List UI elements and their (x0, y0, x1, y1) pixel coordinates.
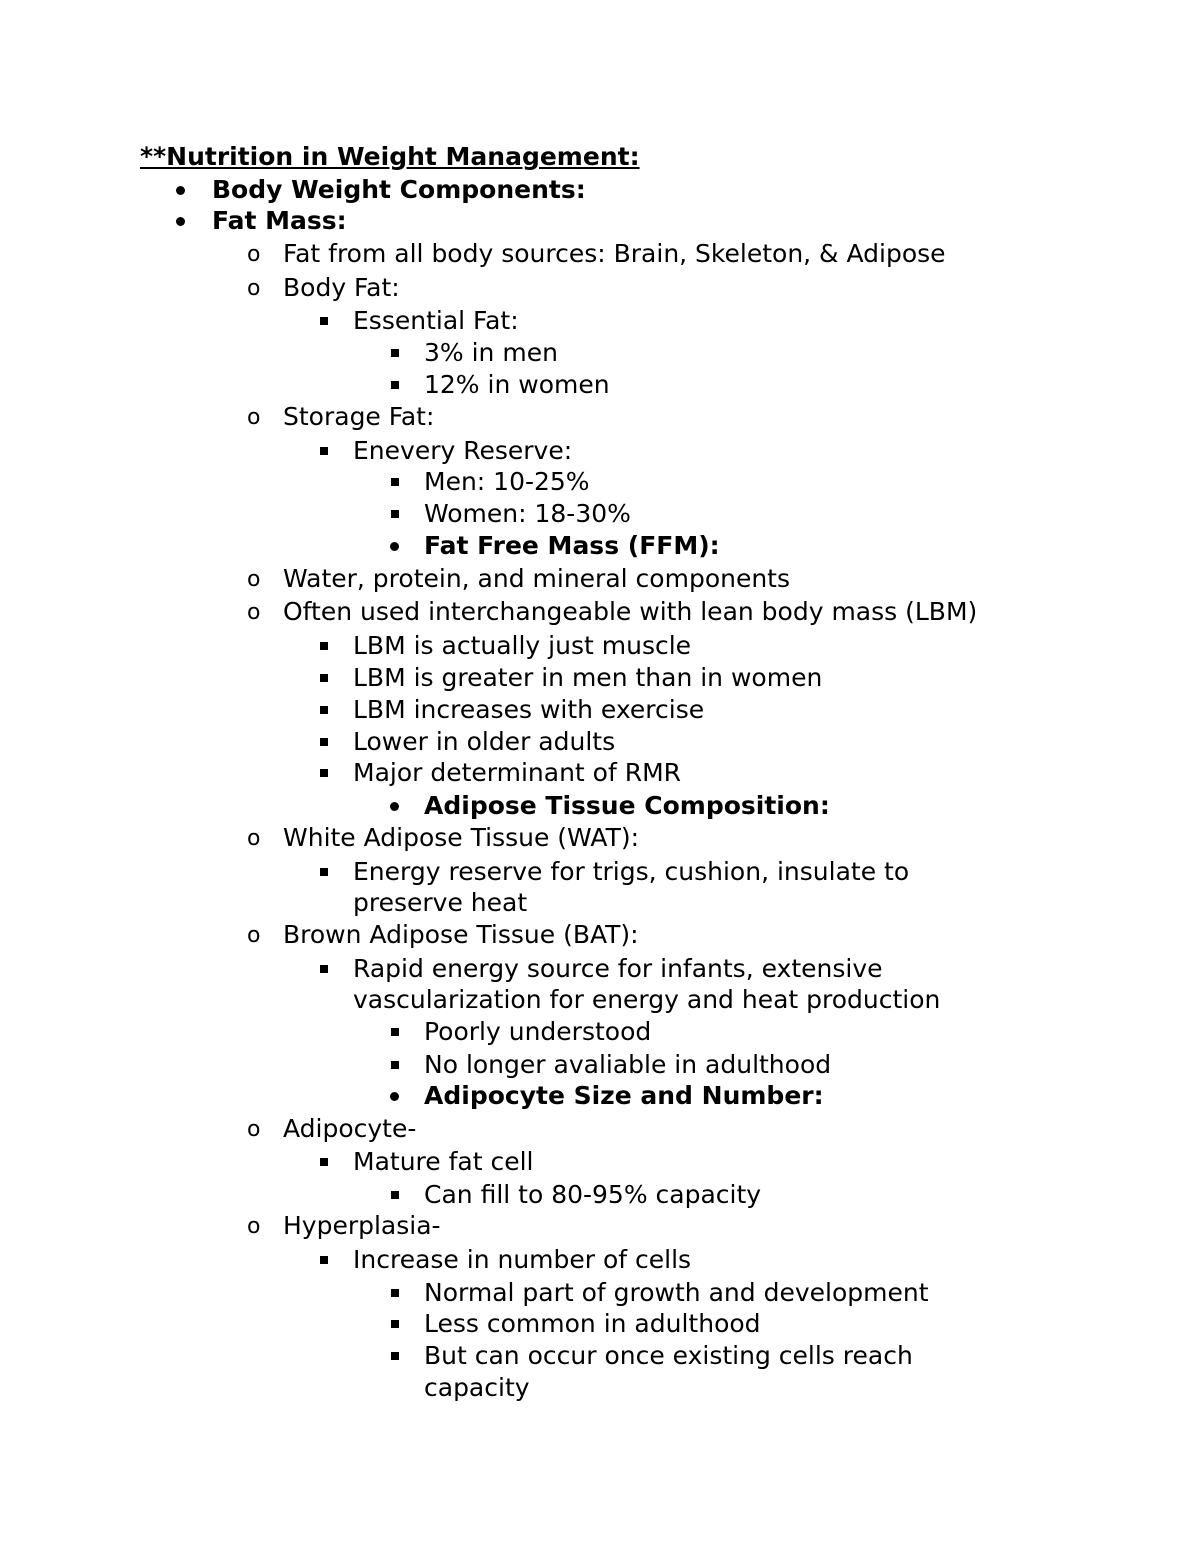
bullet-square-icon (320, 769, 328, 777)
bullet-dot-icon (176, 186, 185, 195)
bullet-dot-icon (390, 542, 399, 551)
list-item (0, 401, 1200, 433)
list-item (0, 1277, 1200, 1309)
bullet-square-icon (391, 1061, 399, 1069)
list-item (0, 369, 1200, 401)
list-item (0, 1179, 1200, 1211)
list-item (0, 305, 1200, 337)
list-item-continuation (0, 1372, 1200, 1404)
list-item (0, 1080, 1200, 1112)
list-item-text: Women: 18-30% (424, 499, 631, 528)
list-item (0, 694, 1200, 726)
bullet-circle-icon: o (247, 276, 261, 301)
list-item (0, 1113, 1200, 1145)
bullet-square-icon (320, 706, 328, 714)
bullet-square-icon (391, 1191, 399, 1199)
bullet-square-icon (320, 868, 328, 876)
list-item-text: Body Fat: (283, 273, 400, 302)
bullet-square-icon (391, 349, 399, 357)
bullet-square-icon (320, 674, 328, 682)
bullet-dot-icon (176, 217, 185, 226)
list-item (0, 953, 1200, 985)
list-item-text: Brown Adipose Tissue (BAT): (283, 920, 639, 949)
list-item-text: preserve heat (353, 888, 528, 917)
list-item (0, 1049, 1200, 1081)
bullet-square-icon (320, 1256, 328, 1264)
list-item (0, 238, 1200, 270)
list-item-text: No longer avaliable in adulthood (424, 1050, 832, 1079)
list-item (0, 466, 1200, 498)
bullet-square-icon (320, 738, 328, 746)
list-item-text: Increase in number of cells (353, 1245, 692, 1274)
list-item (0, 563, 1200, 595)
list-item (0, 1308, 1200, 1340)
list-item (0, 790, 1200, 822)
list-item (0, 435, 1200, 467)
bullet-square-icon (320, 642, 328, 650)
bullet-circle-icon: o (247, 826, 261, 851)
list-item-text: LBM increases with exercise (353, 695, 705, 724)
list-item (0, 662, 1200, 694)
list-item (0, 498, 1200, 530)
list-item (0, 856, 1200, 888)
bullet-circle-icon: o (247, 600, 261, 625)
bullet-square-icon (320, 317, 328, 325)
list-item (0, 919, 1200, 951)
document-title: **Nutrition in Weight Management: (140, 142, 640, 171)
list-item-text: Often used interchangeable with lean body mass (LBM) (283, 597, 978, 626)
list-item-text: LBM is greater in men than in women (353, 663, 823, 692)
list-item-text: Water, protein, and mineral components (283, 564, 791, 593)
heading-fat-mass: Fat Mass: (212, 206, 347, 235)
bullet-square-icon (391, 1352, 399, 1360)
list-item (0, 530, 1200, 562)
list-item-text: Major determinant of RMR (353, 758, 682, 787)
list-item-text: 12% in women (424, 370, 610, 399)
bullet-square-icon (391, 1320, 399, 1328)
list-item-text: White Adipose Tissue (WAT): (283, 823, 640, 852)
list-item (0, 337, 1200, 369)
bullet-dot-icon (390, 802, 399, 811)
list-item (0, 630, 1200, 662)
bullet-dot-icon (390, 1092, 399, 1101)
list-item (0, 726, 1200, 758)
list-item (0, 1146, 1200, 1178)
list-item-text: Mature fat cell (353, 1147, 534, 1176)
list-item (0, 1016, 1200, 1048)
list-item (0, 272, 1200, 304)
list-item-text: Less common in adulthood (424, 1309, 761, 1338)
list-item-continuation (0, 984, 1200, 1016)
list-item-text: capacity (424, 1373, 530, 1402)
list-item-text: 3% in men (424, 338, 558, 367)
heading-adipocyte-size-and-number: Adipocyte Size and Number: (424, 1081, 824, 1110)
bullet-square-icon (391, 381, 399, 389)
list-item (0, 596, 1200, 628)
list-item-text: Energy reserve for trigs, cushion, insulate to (353, 857, 910, 886)
heading-fat-free-mass: Fat Free Mass (FFM): (424, 531, 720, 560)
bullet-circle-icon: o (247, 405, 261, 430)
bullet-square-icon (391, 1028, 399, 1036)
list-item-text: Essential Fat: (353, 306, 519, 335)
list-item-text: Fat from all body sources: Brain, Skeleton, & Adipose (283, 239, 946, 268)
bullet-square-icon (320, 1158, 328, 1166)
heading-body-weight-components: Body Weight Components: (212, 175, 586, 204)
bullet-square-icon (320, 965, 328, 973)
bullet-circle-icon: o (247, 1117, 261, 1142)
list-item-text: Poorly understood (424, 1017, 652, 1046)
list-item (0, 1340, 1200, 1372)
bullet-square-icon (391, 1289, 399, 1297)
list-item-text: Men: 10-25% (424, 467, 590, 496)
list-item (0, 205, 1200, 237)
list-item-continuation (0, 887, 1200, 919)
list-item (0, 757, 1200, 789)
heading-adipose-tissue-composition: Adipose Tissue Composition: (424, 791, 830, 820)
list-item-text: Hyperplasia- (283, 1211, 441, 1240)
bullet-circle-icon: o (247, 923, 261, 948)
list-item-text: Normal part of growth and development (424, 1278, 929, 1307)
list-item-text: Lower in older adults (353, 727, 616, 756)
list-item (0, 174, 1200, 206)
list-item (0, 1244, 1200, 1276)
list-item-text: Enevery Reserve: (353, 436, 573, 465)
list-item-text: LBM is actually just muscle (353, 631, 692, 660)
list-item-text: Storage Fat: (283, 402, 435, 431)
bullet-square-icon (320, 447, 328, 455)
bullet-square-icon (391, 510, 399, 518)
list-item-text: Can fill to 80-95% capacity (424, 1180, 762, 1209)
list-item-text: But can occur once existing cells reach (424, 1341, 913, 1370)
bullet-circle-icon: o (247, 567, 261, 592)
bullet-circle-icon: o (247, 1214, 261, 1239)
list-item (0, 1210, 1200, 1242)
list-item-text: Rapid energy source for infants, extensive (353, 954, 883, 983)
list-item (0, 822, 1200, 854)
bullet-square-icon (391, 478, 399, 486)
list-item-text: Adipocyte- (283, 1114, 417, 1143)
bullet-circle-icon: o (247, 242, 261, 267)
list-item-text: vascularization for energy and heat production (353, 985, 941, 1014)
